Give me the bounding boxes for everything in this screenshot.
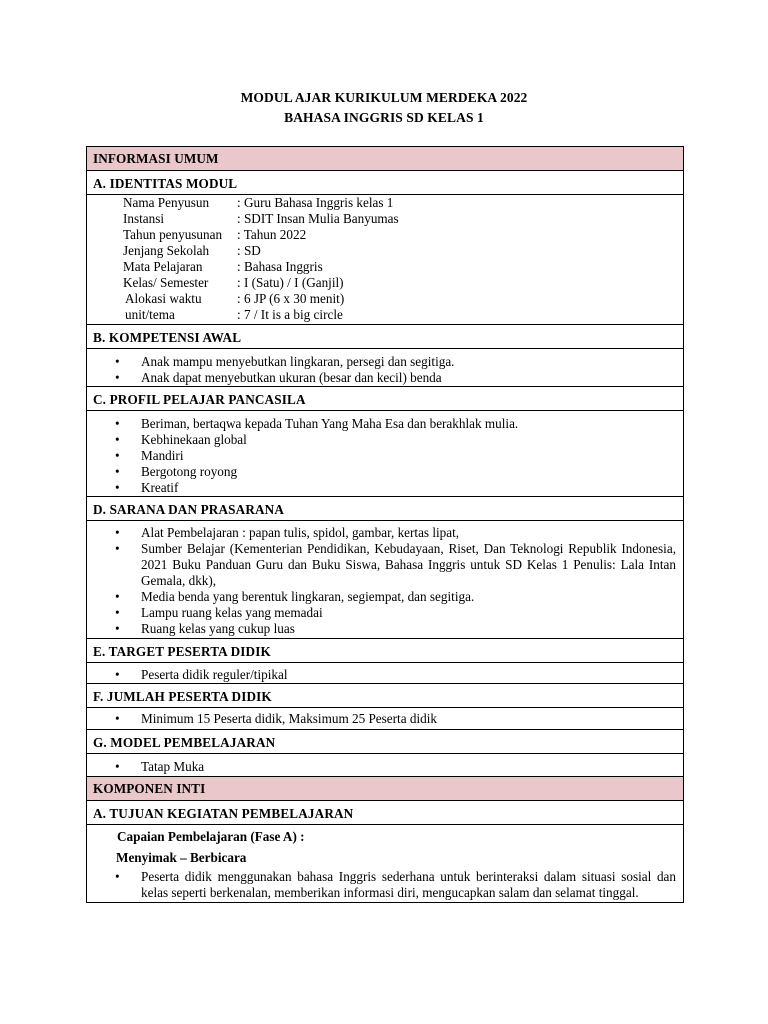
identitas-key: Kelas/ Semester bbox=[123, 275, 209, 290]
identitas-row bbox=[87, 227, 675, 243]
list-item: • Anak mampu menyebutkan lingkaran, persegi dan segitiga. bbox=[87, 354, 675, 370]
menyimak-heading: Menyimak – Berbicara bbox=[116, 850, 247, 865]
list-item: • Ruang kelas yang cukup luas bbox=[87, 621, 676, 637]
target-body bbox=[87, 663, 683, 684]
identitas-value: : SD bbox=[237, 243, 261, 258]
list-item: • Anak dapat menyebutkan ukuran (besar dan kecil) benda bbox=[87, 370, 675, 386]
list-item: • Tatap Muka bbox=[87, 759, 675, 775]
identitas-value: : 7 / It is a big circle bbox=[237, 307, 343, 322]
identitas-row bbox=[87, 243, 675, 259]
kompetensi-body bbox=[87, 349, 683, 387]
list-item: • Peserta didik menggunakan bahasa Inggris sederhana untuk berinteraksi dalam situasi sosial dan kelas seperti berkenalan, memberikan informasi diri, mengucapkan salam dan selamat tinggal. bbox=[87, 869, 676, 901]
section-model-pembelajaran: G. MODEL PEMBELAJARAN bbox=[87, 730, 683, 754]
identitas-row bbox=[87, 291, 675, 307]
document-subtitle: BAHASA INGGRIS SD KELAS 1 bbox=[284, 110, 484, 125]
modul-table bbox=[86, 146, 684, 903]
identitas-key: Tahun penyusunan bbox=[123, 227, 223, 242]
identitas-key: Mata Pelajaran bbox=[123, 259, 203, 274]
sarana-body bbox=[87, 521, 683, 639]
section-jumlah-peserta-didik: F. JUMLAH PESERTA DIDIK bbox=[87, 684, 683, 708]
section-header-komponen-inti: KOMPONEN INTI bbox=[87, 777, 683, 801]
section-identitas-modul: A. IDENTITAS MODUL bbox=[87, 171, 683, 195]
capaian-heading: Capaian Pembelajaran (Fase A) : bbox=[117, 829, 305, 844]
list-item: • Peserta didik reguler/tipikal bbox=[87, 667, 675, 683]
identitas-key: Nama Penyusun bbox=[123, 195, 210, 210]
section-kompetensi-awal: B. KOMPETENSI AWAL bbox=[87, 325, 683, 349]
list-item: • Sumber Belajar (Kementerian Pendidikan, Kebudayaan, Riset, Dan Teknologi Republik Indonesia, 2021 Buku Panduan Guru dan Buku Siswa, Bahasa Inggris untuk SD Kelas 1 Penulis: Lala Intan Gemala, dkk), bbox=[87, 541, 676, 589]
identitas-value: : Bahasa Inggris bbox=[237, 259, 323, 274]
document-title: MODUL AJAR KURIKULUM MERDEKA 2022 bbox=[240, 90, 528, 105]
model-body bbox=[87, 754, 683, 777]
identitas-value: : I (Satu) / I (Ganjil) bbox=[237, 275, 344, 290]
identitas-row bbox=[87, 211, 675, 227]
list-item: • Bergotong royong bbox=[87, 464, 675, 480]
list-item: • Kreatif bbox=[87, 480, 675, 496]
identitas-value: : Tahun 2022 bbox=[237, 227, 307, 242]
identitas-key: Alokasi waktu bbox=[125, 291, 202, 306]
identitas-value: : 6 JP (6 x 30 menit) bbox=[237, 291, 345, 306]
list-item: • Kebhinekaan global bbox=[87, 432, 675, 448]
tujuan-body bbox=[87, 825, 683, 903]
list-item: • Lampu ruang kelas yang memadai bbox=[87, 605, 676, 621]
list-item: • Alat Pembelajaran : papan tulis, spidol, gambar, kertas lipat, bbox=[87, 525, 676, 541]
list-item: • Minimum 15 Peserta didik, Maksimum 25 Peserta didik bbox=[87, 711, 675, 727]
profil-body bbox=[87, 411, 683, 497]
identitas-value: : Guru Bahasa Inggris kelas 1 bbox=[237, 195, 394, 210]
identitas-value: : SDIT Insan Mulia Banyumas bbox=[237, 211, 399, 226]
list-item: • Beriman, bertaqwa kepada Tuhan Yang Maha Esa dan berakhlak mulia. bbox=[87, 416, 675, 432]
identitas-key: Instansi bbox=[123, 211, 165, 226]
identitas-key: Jenjang Sekolah bbox=[123, 243, 210, 258]
identitas-row bbox=[87, 195, 675, 211]
list-item: • Mandiri bbox=[87, 448, 675, 464]
identitas-body bbox=[87, 195, 683, 325]
identitas-key: unit/tema bbox=[125, 307, 175, 322]
jumlah-body bbox=[87, 708, 683, 730]
identitas-row bbox=[87, 259, 675, 275]
list-item: • Media benda yang berentuk lingkaran, segiempat, dan segitiga. bbox=[87, 589, 676, 605]
section-profil-pelajar-pancasila: C. PROFIL PELAJAR PANCASILA bbox=[87, 387, 683, 411]
section-header-informasi-umum: INFORMASI UMUM bbox=[87, 147, 683, 171]
identitas-row bbox=[87, 275, 675, 291]
section-sarana-prasarana: D. SARANA DAN PRASARANA bbox=[87, 497, 683, 521]
section-target-peserta-didik: E. TARGET PESERTA DIDIK bbox=[87, 639, 683, 663]
identitas-row bbox=[87, 307, 675, 323]
section-tujuan-kegiatan: A. TUJUAN KEGIATAN PEMBELAJARAN bbox=[87, 801, 683, 825]
